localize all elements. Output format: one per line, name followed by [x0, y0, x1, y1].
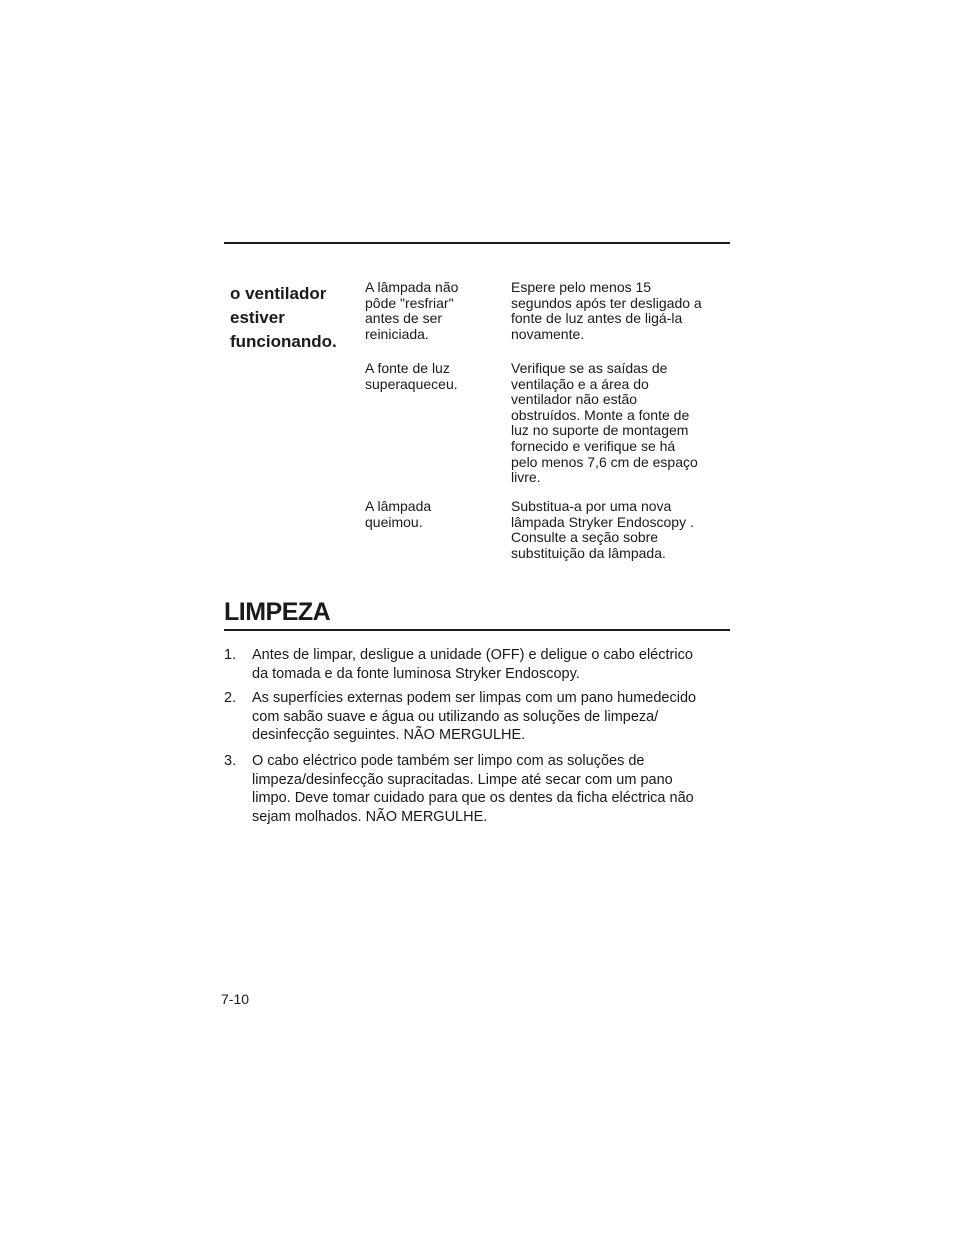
solution-line: novamente.: [511, 325, 585, 342]
cause-line: queimou.: [365, 513, 423, 530]
solution-line: ventilação e a área do: [511, 375, 649, 392]
cause-cell-1: [365, 280, 505, 342]
solution-line: Substitua-a por uma nova: [511, 498, 672, 514]
solution-line: luz no suporte de montagem: [511, 422, 689, 439]
solution-line: segundos após ter desligado a: [511, 294, 702, 311]
list-number: 1.: [224, 647, 237, 663]
solution-line: lâmpada Stryker Endoscopy .: [511, 513, 694, 530]
cause-cell-2: [365, 361, 505, 392]
table-top-rule: [224, 242, 730, 244]
cause-line: A lâmpada: [365, 498, 432, 514]
solution-line: Verifique se as saídas de: [511, 360, 668, 376]
list-line: com sabão suave e água ou utilizando as soluções de limpeza/: [252, 708, 659, 725]
list-line: Antes de limpar, desligue a unidade (OFF) e deligue o cabo eléctrico: [252, 647, 693, 663]
solution-cell-3: [511, 499, 733, 561]
solution-line: obstruídos. Monte a fonte de: [511, 406, 690, 423]
symptom-cell: [230, 282, 360, 354]
solution-cell-2: [511, 361, 733, 486]
symptom-line: estiver: [230, 308, 285, 327]
cause-line: A lâmpada não: [365, 279, 459, 295]
solution-line: pelo menos 7,6 cm de espaço: [511, 453, 698, 470]
solution-line: Espere pelo menos 15: [511, 279, 652, 295]
list-line: desinfecção seguintes. NÃO MERGULHE.: [252, 727, 526, 744]
solution-line: livre.: [511, 469, 541, 486]
section-heading: LIMPEZA: [224, 598, 331, 626]
solution-cell-1: [511, 280, 733, 342]
cause-cell-3: [365, 499, 505, 530]
page-number: 7-10: [221, 991, 250, 1007]
cause-line: reiniciada.: [365, 325, 429, 342]
list-line: O cabo eléctrico pode também ser limpo com as soluções de: [252, 753, 645, 769]
solution-line: substituição da lâmpada.: [511, 544, 666, 561]
cause-line: pôde "resfriar": [365, 294, 454, 311]
cause-line: A fonte de luz: [365, 360, 450, 376]
heading-rule: [224, 629, 730, 631]
list-line: sejam molhados. NÃO MERGULHE.: [252, 808, 488, 825]
list-number: 3.: [224, 753, 237, 769]
cause-line: superaqueceu.: [365, 375, 458, 392]
list-line: limpo. Deve tomar cuidado para que os dentes da ficha eléctrica não: [252, 790, 694, 807]
solution-line: fonte de luz antes de ligá-la: [511, 310, 683, 327]
solution-line: Consulte a seção sobre: [511, 529, 659, 546]
symptom-line: o ventilador: [230, 284, 327, 303]
symptom-line: funcionando.: [230, 332, 337, 351]
list-line: da tomada e da fonte luminosa Stryker Endoscopy.: [252, 665, 580, 682]
cause-line: antes de ser: [365, 310, 443, 327]
list-line: limpeza/desinfecção supracitadas. Limpe até secar com um pano: [252, 771, 673, 788]
solution-line: fornecido e verifique se há: [511, 437, 676, 454]
solution-line: ventilador não estão: [511, 391, 638, 408]
list-line: As superfícies externas podem ser limpas com um pano humedecido: [252, 690, 697, 706]
list-number: 2.: [224, 690, 237, 706]
